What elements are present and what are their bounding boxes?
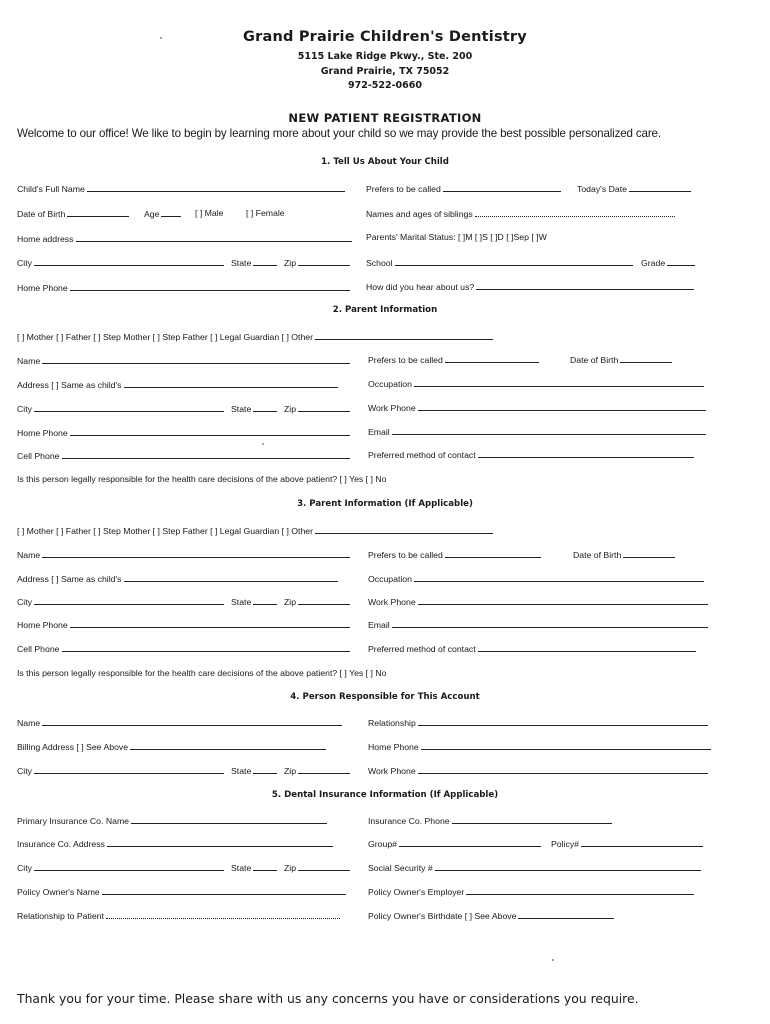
city-label: City <box>17 597 32 607</box>
parent1-zip-field[interactable] <box>284 402 350 415</box>
responsible-city-field[interactable] <box>17 764 224 777</box>
parent1-home-phone-field[interactable] <box>17 426 350 439</box>
home-phone-label: Home Phone <box>17 283 68 293</box>
relationship-to-patient-field[interactable] <box>17 909 340 922</box>
male-checkbox[interactable]: [ ] Male <box>195 208 224 218</box>
child-city-field[interactable] <box>17 256 224 269</box>
age-field[interactable] <box>144 207 181 220</box>
billing-address-label: Billing Address [ ] See Above <box>17 742 129 752</box>
child-zip-field[interactable] <box>284 256 350 269</box>
policy-number-label: Policy# <box>551 839 580 849</box>
parent2-relation-options[interactable] <box>17 524 493 537</box>
parent1-cell-phone-field[interactable] <box>17 449 350 462</box>
section-5-title: 5. Dental Insurance Information (If Applicable) <box>271 790 499 800</box>
parent1-legal-responsible[interactable]: Is this person legally responsible for the health care decisions of the above patient? [ ] Yes [ ] No <box>17 474 387 484</box>
parent2-cell-phone-field[interactable] <box>17 642 350 655</box>
policy-owner-employer-field[interactable] <box>368 885 694 898</box>
policy-number-field[interactable] <box>551 837 703 850</box>
group-number-label: Group# <box>368 839 397 849</box>
address-label: Address [ ] Same as child's <box>17 574 122 584</box>
contact-method-label: Preferred method of contact <box>368 644 476 654</box>
city-label: City <box>17 863 32 873</box>
parent1-city-field[interactable] <box>17 402 224 415</box>
grade-label: Grade <box>641 258 666 268</box>
cell-phone-label: Cell Phone <box>17 644 60 654</box>
parent2-zip-field[interactable] <box>284 595 350 608</box>
state-label: State <box>231 404 252 414</box>
hear-about-label: How did you hear about us? <box>366 282 475 292</box>
policy-owner-name-field[interactable] <box>17 885 346 898</box>
zip-label: Zip <box>284 597 297 607</box>
marital-status-options[interactable]: Parents' Marital Status: [ ]M [ ]S [ ]D [ ]Sep [ ]W <box>366 232 547 242</box>
section-3-title: 3. Parent Information (If Applicable) <box>297 499 473 509</box>
social-security-field[interactable] <box>368 861 701 874</box>
state-label: State <box>231 863 252 873</box>
parent2-work-phone-field[interactable] <box>368 595 708 608</box>
parent2-prefers-field[interactable] <box>368 548 541 561</box>
siblings-field[interactable] <box>366 207 675 220</box>
child-home-phone-field[interactable] <box>17 281 350 294</box>
contact-method-label: Preferred method of contact <box>368 450 476 460</box>
zip-label: Zip <box>284 863 297 873</box>
insurance-city-field[interactable] <box>17 861 224 874</box>
insurance-address-field[interactable] <box>17 837 333 850</box>
state-label: State <box>231 597 252 607</box>
todays-date-label: Today's Date <box>577 184 627 194</box>
dob-label: Date of Birth <box>573 550 622 560</box>
insurance-address-label: Insurance Co. Address <box>17 839 105 849</box>
section-2-title: 2. Parent Information <box>332 305 438 315</box>
hear-about-field[interactable] <box>366 280 694 293</box>
parent2-relation-label: [ ] Mother [ ] Father [ ] Step Mother [ ] Step Father [ ] Legal Guardian [ ] Other <box>17 526 313 536</box>
email-label: Email <box>368 427 390 437</box>
parent2-city-field[interactable] <box>17 595 224 608</box>
home-phone-label: Home Phone <box>368 742 419 752</box>
group-number-field[interactable] <box>368 837 541 850</box>
age-label: Age <box>144 209 160 219</box>
parent2-dob-field[interactable] <box>573 548 675 561</box>
work-phone-label: Work Phone <box>368 403 416 413</box>
parent2-legal-responsible[interactable]: Is this person legally responsible for the health care decisions of the above patient? [ ] Yes [ ] No <box>17 668 387 678</box>
name-label: Name <box>17 356 41 366</box>
welcome-text: Welcome to our office! We like to begin by learning more about your child so we may provide the best possible personalized care. <box>17 127 661 140</box>
parent1-contact-method-field[interactable] <box>368 448 694 461</box>
parent1-email-field[interactable] <box>368 425 706 438</box>
primary-insurance-label: Primary Insurance Co. Name <box>17 816 130 826</box>
parent1-relation-options[interactable] <box>17 330 493 343</box>
prefers-called-label: Prefers to be called <box>368 355 443 365</box>
insurance-state-field[interactable] <box>231 861 277 874</box>
parent2-home-phone-field[interactable] <box>17 618 350 631</box>
scan-speck <box>262 443 264 445</box>
parent1-occupation-field[interactable] <box>368 377 704 390</box>
insurance-phone-label: Insurance Co. Phone <box>368 816 450 826</box>
female-checkbox[interactable]: [ ] Female <box>246 208 285 218</box>
billing-address-field[interactable] <box>17 740 326 753</box>
prefers-called-field[interactable] <box>366 182 561 195</box>
section-4-title: 4. Person Responsible for This Account <box>290 692 480 702</box>
policy-owner-name-label: Policy Owner's Name <box>17 887 100 897</box>
parent1-work-phone-field[interactable] <box>368 401 706 414</box>
school-label: School <box>366 258 393 268</box>
parent2-state-field[interactable] <box>231 595 277 608</box>
cell-phone-label: Cell Phone <box>17 451 60 461</box>
name-label: Name <box>17 550 41 560</box>
home-phone-label: Home Phone <box>17 428 68 438</box>
social-security-label: Social Security # <box>368 863 433 873</box>
city-label: City <box>17 258 32 268</box>
parent1-dob-field[interactable] <box>570 353 672 366</box>
parent2-occupation-field[interactable] <box>368 572 704 585</box>
email-label: Email <box>368 620 390 630</box>
section-1-title: 1. Tell Us About Your Child <box>321 157 449 167</box>
child-dob-field[interactable] <box>17 207 129 220</box>
name-label: Name <box>17 718 41 728</box>
school-field[interactable] <box>366 256 633 269</box>
policy-owner-employer-label: Policy Owner's Employer <box>368 887 465 897</box>
clinic-name: Grand Prairie Children's Dentistry <box>243 29 527 45</box>
prefers-called-label: Prefers to be called <box>366 184 441 194</box>
clinic-phone: 972-522-0660 <box>348 80 422 91</box>
insurance-zip-field[interactable] <box>284 861 350 874</box>
parent1-name-field[interactable] <box>17 354 350 367</box>
responsible-work-phone-field[interactable] <box>368 764 708 777</box>
city-label: City <box>17 404 32 414</box>
home-address-field[interactable] <box>17 232 352 245</box>
address-label: Address [ ] Same as child's <box>17 380 122 390</box>
child-dob-label: Date of Birth <box>17 209 66 219</box>
responsible-name-field[interactable] <box>17 716 342 729</box>
clinic-address-line2: Grand Prairie, TX 75052 <box>320 66 450 77</box>
relationship-label: Relationship <box>368 718 416 728</box>
zip-label: Zip <box>284 404 297 414</box>
prefers-called-label: Prefers to be called <box>368 550 443 560</box>
siblings-label: Names and ages of siblings <box>366 209 473 219</box>
parent2-contact-method-field[interactable] <box>368 642 696 655</box>
occupation-label: Occupation <box>368 574 412 584</box>
child-state-field[interactable] <box>231 256 277 269</box>
responsible-zip-field[interactable] <box>284 764 350 777</box>
occupation-label: Occupation <box>368 379 412 389</box>
state-label: State <box>231 766 252 776</box>
dob-label: Date of Birth <box>570 355 619 365</box>
parent1-relation-label: [ ] Mother [ ] Father [ ] Step Mother [ ] Step Father [ ] Legal Guardian [ ] Other <box>17 332 313 342</box>
state-label: State <box>231 258 252 268</box>
parent2-address-field[interactable] <box>17 572 338 585</box>
zip-label: Zip <box>284 258 297 268</box>
policy-owner-birthdate-field[interactable] <box>368 909 614 922</box>
form-title: NEW PATIENT REGISTRATION <box>288 111 482 125</box>
work-phone-label: Work Phone <box>368 766 416 776</box>
todays-date-field[interactable] <box>577 182 691 195</box>
parent2-name-field[interactable] <box>17 548 350 561</box>
city-label: City <box>17 766 32 776</box>
home-address-label: Home address <box>17 234 74 244</box>
footer-thank-you: Thank you for your time. Please share with us any concerns you have or considerations you require. <box>17 991 639 1006</box>
scan-speck <box>552 959 554 961</box>
parent1-address-field[interactable] <box>17 378 338 391</box>
home-phone-label: Home Phone <box>17 620 68 630</box>
grade-field[interactable] <box>641 256 695 269</box>
responsible-home-phone-field[interactable] <box>368 740 711 753</box>
responsible-state-field[interactable] <box>231 764 277 777</box>
clinic-address-line1: 5115 Lake Ridge Pkwy., Ste. 200 <box>297 51 473 62</box>
zip-label: Zip <box>284 766 297 776</box>
work-phone-label: Work Phone <box>368 597 416 607</box>
policy-owner-birthdate-label: Policy Owner's Birthdate [ ] See Above <box>368 911 517 921</box>
parent1-prefers-field[interactable] <box>368 353 539 366</box>
primary-insurance-field[interactable] <box>17 814 327 827</box>
relationship-to-patient-label: Relationship to Patient <box>17 911 104 921</box>
responsible-relationship-field[interactable] <box>368 716 708 729</box>
child-name-field[interactable] <box>17 182 345 195</box>
parent2-email-field[interactable] <box>368 618 708 631</box>
insurance-phone-field[interactable] <box>368 814 612 827</box>
parent1-state-field[interactable] <box>231 402 277 415</box>
child-name-label: Child's Full Name <box>17 184 85 194</box>
scan-speck <box>160 37 162 39</box>
